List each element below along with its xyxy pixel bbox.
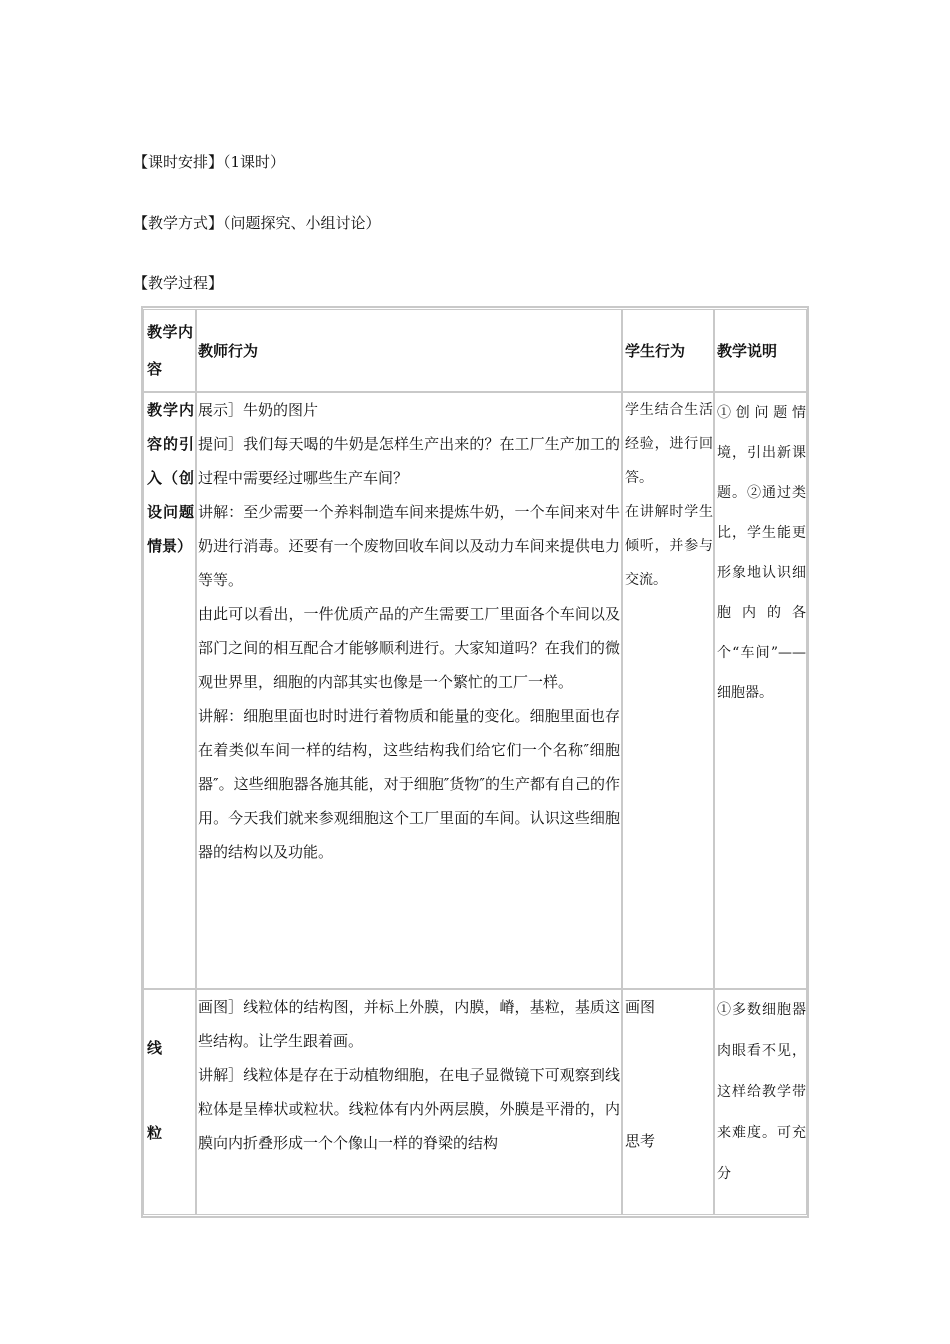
row1-teacher-para-3: 讲解：至少需要一个养料制造车间来提炼牛奶，一个车间来对牛奶进行消毒。还要有一个废物回收车间以及动力车间来提供电力等等。: [198, 503, 620, 589]
row1-content-text: 教学内容的引入（创设问题情景）: [147, 401, 194, 555]
header-student-label: 学生行为: [625, 342, 686, 360]
row1-student-para-2: 在讲解时学生倾听，并参与交流。: [625, 504, 713, 588]
row2-teacher-para-2: 讲解］线粒体是存在于动植物细胞，在电子显微镜下可观察到线粒体是呈棒状或粒状。线粒体有内外两层膜，外膜是平滑的，内膜向内折叠形成一个个像山一样的脊梁的结构: [198, 1066, 620, 1152]
header-teacher-label: 教师行为: [198, 342, 259, 360]
row1-note-cell: [714, 392, 807, 989]
row1-teacher-cell: [196, 392, 622, 989]
row1-teacher-para-2: 提问］我们每天喝的牛奶是怎样生产出来的？在工厂生产加工的过程中需要经过哪些生产车间？: [198, 435, 620, 487]
row1-note-text: ①创问题情境，引出新课题。②通过类比，学生能更形象地认识细胞内的各个“车间”——细胞器。: [717, 405, 806, 701]
header-cell-teacher: [196, 309, 622, 392]
row2-content-cell: [143, 989, 196, 1215]
row2-content-char-1: 线: [147, 1039, 163, 1057]
row2-student-text-1: 画图: [625, 998, 656, 1016]
teaching-method-line: 【教学方式】（问题探究、小组讨论）: [133, 214, 381, 232]
row2-student-cell: [622, 989, 714, 1215]
row2-note-cell: [714, 989, 807, 1215]
row1-teacher-para-5: 讲解：细胞里面也时时进行着物质和能量的变化。细胞里面也存在着类似车间一样的结构，这些结构我们给它们一个名称″细胞器″。这些细胞器各施其能，对于细胞″货物″的生产都有自己的作用。今天我们就来参观细胞这个工厂里面的车间。认识这些细胞器的结构以及功能。: [198, 707, 620, 861]
header-cell-content: [143, 309, 196, 392]
lesson-arrangement-line: 【课时安排】（1课时）: [133, 153, 286, 171]
row2-teacher-cell: [196, 989, 622, 1215]
header-note-label: 教学说明: [717, 342, 778, 360]
row1-teacher-para-4: 由此可以看出，一件优质产品的产生需要工厂里面各个车间以及部门之间的相互配合才能够顺利进行。大家知道吗？在我们的微观世界里，细胞的内部其实也像是一个繁忙的工厂一样。: [198, 605, 620, 691]
row1-teacher-para-1: 展示］牛奶的图片: [198, 401, 319, 419]
row1-student-para-1: 学生结合生活经验，进行回答。: [625, 402, 713, 486]
row2-student-text-2: 思考: [625, 1132, 656, 1150]
teaching-process-heading: 【教学过程】: [133, 274, 224, 292]
row1-content-cell: [143, 392, 196, 989]
header-cell-note: [714, 309, 807, 392]
row2-note-text: ①多数细胞器肉眼看不见，这样给教学带来难度。可充分: [717, 1002, 806, 1182]
row2-teacher-para-1: 画图］线粒体的结构图，并标上外膜，内膜，嵴，基粒，基质这些结构。让学生跟着画。: [198, 998, 620, 1050]
row1-student-cell: [622, 392, 714, 989]
header-cell-student: [622, 309, 714, 392]
row2-content-char-2: 粒: [147, 1124, 163, 1142]
header-content-label: 教学内容: [147, 323, 193, 378]
